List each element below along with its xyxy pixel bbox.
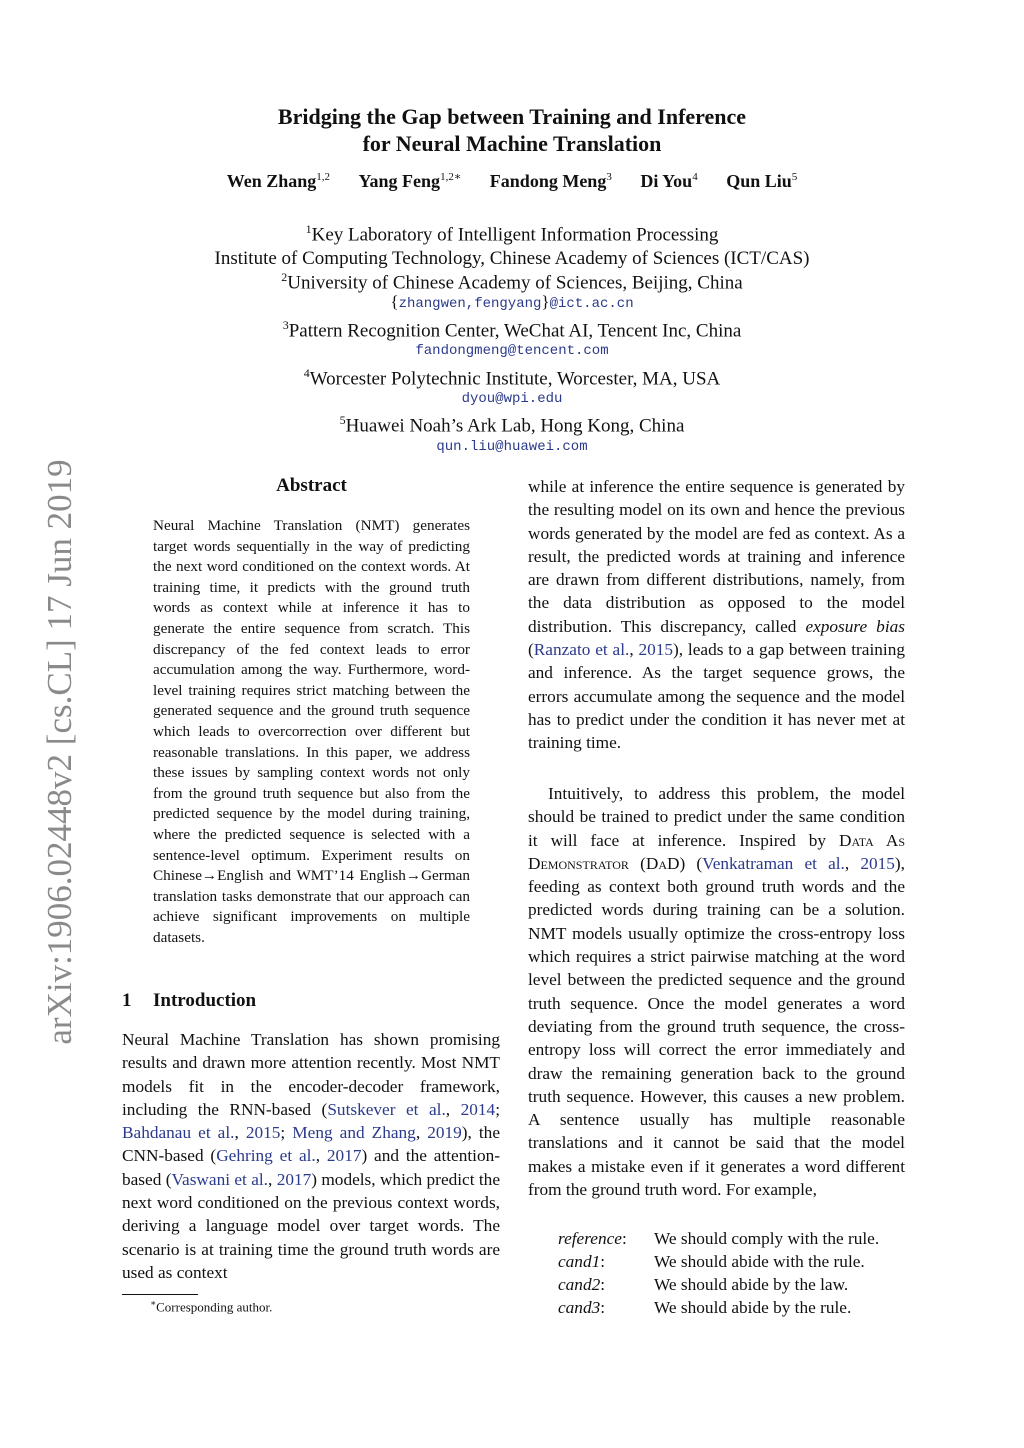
author: Di You$^4$ <box>640 171 698 191</box>
email-wpi[interactable]: dyou@wpi.edu <box>461 391 563 407</box>
citation-link[interactable]: 2015 <box>245 1123 281 1143</box>
example-sentence: We should abide by the law. <box>654 1275 849 1294</box>
abstract-heading: Abstract <box>276 475 347 496</box>
citation-link[interactable]: Meng and Zhang <box>292 1123 416 1143</box>
author: Fandong Meng$^3$ <box>489 171 612 191</box>
author: Yang Feng$^{1,2∗}$ <box>358 171 462 191</box>
email-tencent[interactable]: fandongmeng@tencent.com <box>415 343 609 359</box>
footnote-divider <box>122 1294 198 1295</box>
arxiv-stamp: arXiv:1906.02448v2 [cs.CL] 17 Jun 2019 <box>40 459 79 1045</box>
intro-paragraph-1: Neural Machine Translation has shown promising results and drawn more attention recently. Most NMT models fit in the encoder-decoder framework, including the RNN-based (Sutskever et al., 2014; Bahdanau et al., 2015; Meng and Zhang, 2019), the CNN-based (Gehring et al., 2017) and the attention-based (Vaswani et al., 2017) models, which predict the next word conditioned on the previous context words, deriving a language model over target words. The scenario is at training time the ground truth words are used as context <box>122 1030 500 1282</box>
citation-link[interactable]: Ranzato et al. <box>533 640 630 660</box>
example-sentence: We should comply with the rule. <box>654 1229 880 1248</box>
example-label: cand3: <box>558 1298 606 1317</box>
right-paragraph-2: Intuitively, to address this problem, the model should be trained to predict under the same condition it will face at inference. Inspired by Data As Demonstrator (DaD) (Venkatraman et al., 2015), feeding as context both ground truth words and the predicted words during training can be a solution. NMT models usually optimize the cross-entropy loss which requires a strict pairwise matching at the word level between the predicted sequence and the ground truth sequence. Once the model generates a word deviating from the ground truth sequence, the cross-entropy loss will correct the error immediately and draw the remaining generation back to the ground truth sequence. However, this causes a new problem. A sentence usually has multiple reasonable translations and it cannot be said that the model makes a mistake even if it generates a word different from the ground truth word. For example, <box>528 784 906 1200</box>
affiliation-5: $^5$Huawei Noah’s Ark Lab, Hong Kong, China <box>339 413 685 437</box>
example-label: cand1: <box>558 1252 606 1271</box>
title-line-1: Bridging the Gap between Training and Inference <box>277 104 747 129</box>
citation-link[interactable]: 2015 <box>860 853 895 873</box>
citation-link[interactable]: 2017 <box>276 1169 312 1189</box>
citation-link[interactable]: Venkatraman et al. <box>702 853 845 873</box>
term-dad: Data As Demonstrator <box>528 830 906 873</box>
email-huawei[interactable]: qun.liu@huawei.com <box>436 439 588 455</box>
email-ict[interactable]: {zhangwen,fengyang}@ict.ac.cn <box>390 292 634 312</box>
citation-link[interactable]: 2014 <box>460 1099 496 1119</box>
author-list <box>0 170 1024 192</box>
affiliation-2: $^2$University of Chinese Academy of Sciences, Beijing, China <box>281 270 743 294</box>
affiliation-3: $^3$Pattern Recognition Center, WeChat AI, Tencent Inc, China <box>282 318 742 342</box>
citation-link[interactable]: Vaswani et al. <box>171 1169 268 1189</box>
term-dad-abbrev: DaD <box>645 853 680 873</box>
citation-link[interactable]: Sutskever et al. <box>327 1099 446 1119</box>
term-exposure-bias: exposure bias <box>805 616 905 636</box>
citation-link[interactable]: Bahdanau et al. <box>122 1123 235 1143</box>
citation-link[interactable]: 2019 <box>427 1123 462 1143</box>
author: Wen Zhang$^{1,2}$ <box>226 171 331 191</box>
example-sentence: We should abide by the rule. <box>654 1298 852 1317</box>
citation-link[interactable]: Gehring et al. <box>216 1146 316 1166</box>
section-heading-introduction <box>122 990 256 1012</box>
affiliation-1: $^1$Key Laboratory of Intelligent Information Processing Institute of Computing Technology, Chinese Academy of Sciences (ICT/CAS) <box>214 222 810 270</box>
example-label: cand2: <box>558 1275 606 1294</box>
author: Qun Liu$^5$ <box>726 171 798 191</box>
right-paragraph-1: while at inference the entire sequence is generated by the resulting model on its own and hence the previous words generated by the model are fed as context. As a result, the predicted words at training and inference are drawn from different distributions, namely, from the data distribution as opposed to the model distribution. This discrepancy, called exposure bias (Ranzato et al., 2015), leads to a gap between training and inference. As the target sequence grows, the errors accumulate among the sequence and the model has to predict under the condition it has never met at training time. <box>528 477 905 753</box>
example-sentence: We should abide with the rule. <box>654 1252 865 1271</box>
abstract-text: Neural Machine Translation (NMT) generates target words sequentially in the way of predicting the next word conditioned on the context words. At training time, it predicts with the ground truth words as context while at inference it has to generate the entire sequence from scratch. This discrepancy of the fed context leads to error accumulation among the way. Furthermore, word-level training requires strict matching between the generated sequence and the ground truth sequence which leads to overcorrection over different but reasonable translations. In this paper, we address these issues by sampling context words not only from the ground truth sequence but also from the predicted sequence by the model during training, where the predicted sequence is selected with a sentence-level optimum. Experiment results on Chinese→English and WMT’14 English→German translation tasks demonstrate that our approach can achieve significant improvements on multiple datasets. <box>153 517 470 946</box>
footnote: ∗Corresponding author. <box>150 1298 273 1315</box>
citation-link[interactable]: 2017 <box>326 1146 362 1166</box>
section-title: Introduction <box>153 990 257 1011</box>
citation-link[interactable]: 2015 <box>638 640 674 660</box>
title-line-2: for Neural Machine Translation <box>362 131 662 156</box>
section-number: 1 <box>122 990 132 1011</box>
affiliation-4: $^4$Worcester Polytechnic Institute, Worcester, MA, USA <box>303 366 721 390</box>
paper-title <box>0 103 1024 157</box>
example-label: reference: <box>558 1229 627 1248</box>
